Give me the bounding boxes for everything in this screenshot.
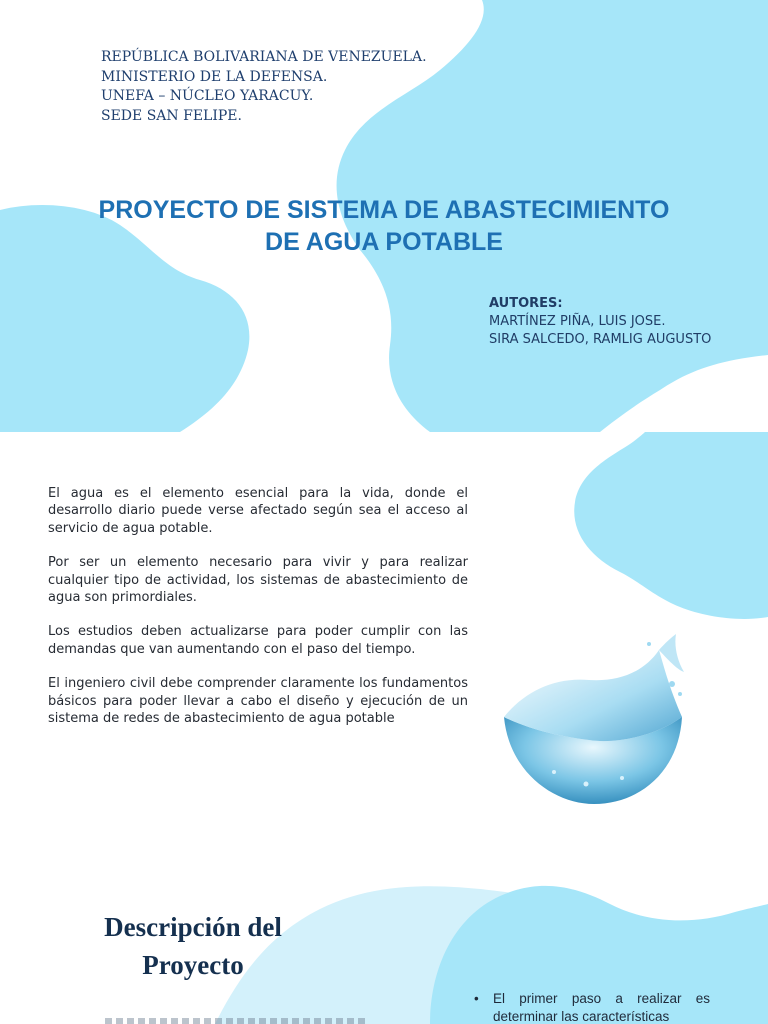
project-title-line1: PROYECTO DE SISTEMA DE ABASTECIMIENTO — [98, 196, 670, 224]
intro-paragraph: El agua es el elemento esencial para la vida, donde el desarrollo diario puede verse afectado según sea el acceso al servicio de agua potable. — [48, 486, 468, 536]
blob-top-right — [574, 432, 768, 619]
institution-line: MINISTERIO DE LA DEFENSA. — [101, 68, 328, 85]
intro-paragraph: Por ser un elemento necesario para vivir y para realizar cualquier tipo de actividad, los sistemas de abastecimiento de agua son primordiales. — [48, 555, 468, 606]
author-name: SIRA SALCEDO, RAMLIG AUGUSTO — [489, 332, 712, 347]
intro-slide — [0, 432, 768, 864]
cut-off-text — [105, 1018, 365, 1024]
section-title-line2: Proyecto — [142, 950, 244, 980]
institution-line: UNEFA – NÚCLEO YARACUY. — [101, 88, 314, 104]
project-title-line2: DE AGUA POTABLE — [265, 228, 503, 256]
institution-line: REPÚBLICA BOLIVARIANA DE VENEZUELA. — [101, 49, 427, 65]
author-name: MARTÍNEZ PIÑA, LUIS JOSE. — [489, 314, 666, 329]
authors-block — [489, 295, 711, 349]
description-slide — [0, 864, 768, 1024]
section-title-line1: Descripción del — [104, 912, 282, 942]
bullet-item: • El primer paso a realizar es determinar las características — [474, 990, 710, 1024]
cover-slide — [0, 0, 768, 432]
water-splash-icon — [494, 632, 694, 807]
authors-label: AUTORES: — [489, 296, 563, 311]
intro-paragraph: El ingeniero civil debe comprender claramente los fundamentos básicos para poder llevar a cabo el diseño y ejecución de un sistema de redes de abastecimiento de agua potable — [48, 676, 468, 727]
section-title — [58, 908, 328, 984]
institution-line: SEDE SAN FELIPE. — [101, 107, 242, 124]
project-title — [40, 194, 728, 258]
intro-paragraph: Los estudios deben actualizarse para poder cumplir con las demandas que van aumentando con el paso del tiempo. — [48, 624, 468, 657]
intro-text — [48, 485, 468, 744]
institution-header — [101, 48, 427, 126]
